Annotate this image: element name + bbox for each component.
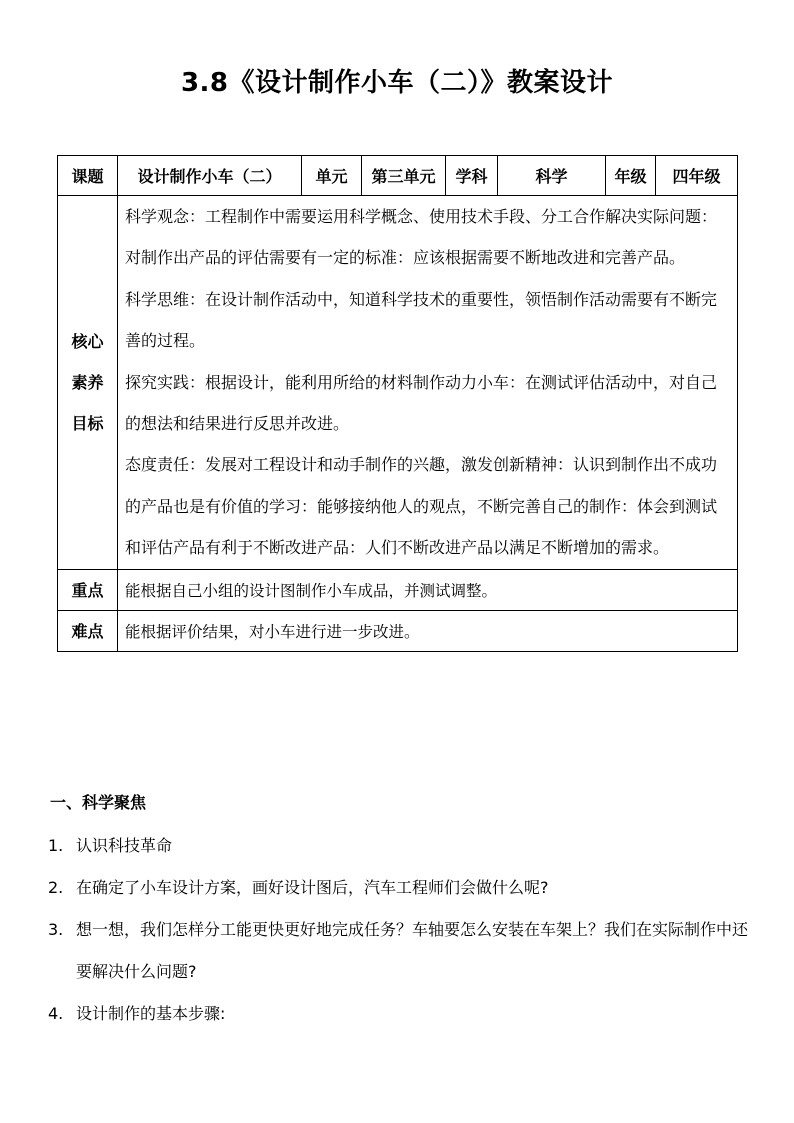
core-paragraph-concept: 科学观念：工程制作中需要运用科学概念、使用技术手段、分工合作解决实际问题：对制作出产品的评估需要有一定的标准：应该根据需要不断地改进和完善产品。 (125, 207, 718, 268)
page-title: 3.8《设计制作小车（二）》教案设计 (180, 68, 614, 98)
subject-value: 科学 (498, 156, 606, 196)
list-item (48, 867, 748, 909)
core-paragraph-attitude: 态度责任：发展对工程设计和动手制作的兴趣，激发创新精神：认识到制作出不成功的产品也是有价值的学习：能够接纳他人的观点，不断完善自己的制作：体会到测试和评估产品有利于不断改进产品：人们不断改进产品以满足不断增加的需求。 (125, 455, 718, 558)
list-item (48, 993, 748, 1035)
core-label-line: 目标 (71, 413, 104, 433)
list-number: 3. (48, 920, 64, 939)
difficulty-label: 难点 (58, 610, 118, 651)
topic-value: 设计制作小车（二） (118, 156, 302, 196)
header-row (58, 156, 738, 196)
list-text: 想一想，我们怎样分工能更快更好地完成任务？车轴要怎么安装在车架上？我们在实际制作中还要解决什么问题? (76, 920, 749, 981)
core-label (58, 196, 118, 570)
subject-label: 学科 (446, 156, 498, 196)
lesson-plan-table (57, 155, 738, 652)
core-paragraph-practice: 探究实践：根据设计，能利用所给的材料制作动力小车：在测试评估活动中，对自己的想法和结果进行反思并改进。 (125, 372, 718, 434)
list-item (48, 825, 748, 867)
unit-label: 单元 (302, 156, 362, 196)
difficulty-text: 能根据评价结果，对小车进行进一步改进。 (118, 610, 738, 651)
list-text: 设计制作的基本步骤: (76, 1004, 226, 1023)
key-point-row (58, 569, 738, 610)
topic-label: 课题 (58, 156, 118, 196)
list-number: 1. (48, 836, 64, 855)
core-paragraph-thinking: 科学思维：在设计制作活动中，知道科学技术的重要性，领悟制作活动需要有不断完善的过程。 (125, 289, 718, 351)
list-text: 在确定了小车设计方案，画好设计图后，汽车工程师们会做什么呢? (76, 878, 549, 897)
difficulty-row (58, 610, 738, 651)
list-item (48, 909, 748, 993)
core-label-line: 素养 (71, 372, 104, 392)
list-text: 认识科技革命 (76, 836, 173, 855)
core-label-line: 核心 (71, 331, 104, 351)
core-goals (118, 196, 738, 570)
core-row (58, 196, 738, 570)
unit-value: 第三单元 (362, 156, 446, 196)
focus-list (48, 825, 748, 1035)
grade-label: 年级 (606, 156, 656, 196)
list-number: 4. (48, 1004, 64, 1023)
key-point-text: 能根据自己小组的设计图制作小车成品，并测试调整。 (118, 569, 738, 610)
section-title: 一、科学聚焦 (50, 793, 147, 812)
grade-value: 四年级 (656, 156, 738, 196)
list-number: 2. (48, 878, 64, 897)
key-point-label: 重点 (58, 569, 118, 610)
